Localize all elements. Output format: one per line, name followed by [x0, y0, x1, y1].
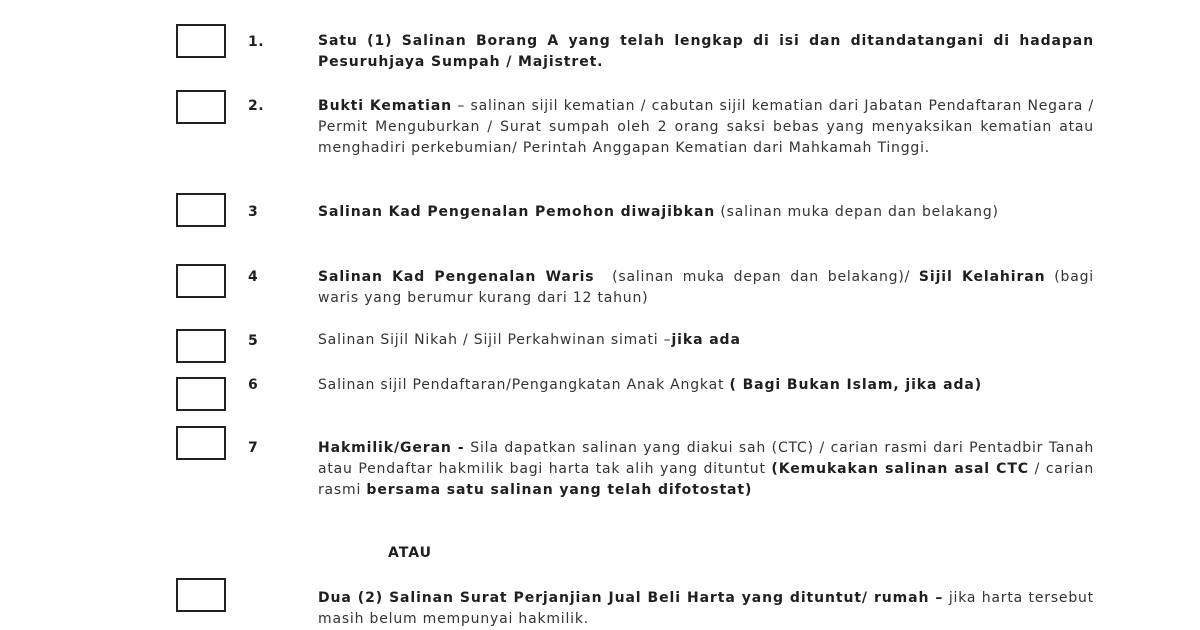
checklist-item-7 — [318, 438, 1094, 501]
item-text: – salinan sijil kematian / cabutan sijil kematian dari Jabatan Pendaftaran Negara / Permit Menguburkan / Surat sumpah oleh 2 orang saksi bebas yang menyaksikan kematian atau menghadiri perkebumian/ Perintah Anggapan Kematian dari Mahkamah Tinggi. — [318, 98, 1095, 156]
item-text-bold: Sijil Kelahiran — [918, 269, 1046, 285]
item-text-bold: ( Bagi Bukan Islam, jika ada) — [729, 377, 983, 393]
item-text-bold: Satu (1) Salinan Borang A yang telah lengkap di isi dan ditandatangani di hadapan Pesuruhjaya Sumpah / Majistret. — [318, 33, 1094, 70]
item-text-bold: (Kemukakan salinan asal CTC — [771, 461, 1029, 477]
item-number: 7 — [248, 440, 259, 456]
item-text-bold: jika ada — [671, 332, 741, 348]
item-text-bold: Hakmilik/Geran - — [318, 440, 465, 456]
checkbox-item-5[interactable] — [176, 329, 226, 363]
checkbox-item-1[interactable] — [176, 24, 226, 58]
item-text: (salinan muka depan dan belakang) — [715, 204, 999, 220]
item-text: (bagi waris yang berumur kurang dari 12 tahun) — [318, 269, 1094, 306]
item-text: Sila dapatkan salinan yang diakui sah (CTC) / carian rasmi dari Pentadbir Tanah atau Pendaftar hakmilik bagi harta tak alih yang dituntut — [318, 440, 1094, 477]
checklist-item-3 — [318, 202, 1094, 223]
item-number: 6 — [248, 377, 259, 393]
item-text-bold: Salinan Kad Pengenalan Pemohon diwajibkan — [318, 204, 716, 220]
item-text: / carian rasmi — [318, 461, 1094, 498]
item-number: 5 — [248, 333, 259, 349]
checklist-item-1 — [318, 31, 1094, 73]
checklist-item-4 — [318, 267, 1094, 309]
checklist-item-alt — [318, 588, 1094, 630]
separator-atau: ATAU — [388, 545, 432, 561]
item-text-bold: bersama satu salinan yang telah difotostat) — [366, 482, 753, 498]
checkbox-item-2[interactable] — [176, 90, 226, 124]
item-text: Salinan sijil Pendaftaran/Pengangkatan Anak Angkat — [318, 377, 730, 393]
checkbox-item-4[interactable] — [176, 264, 226, 298]
item-number: 3 — [248, 204, 259, 220]
checklist-item-2 — [318, 96, 1094, 159]
item-text-bold: Dua (2) Salinan Surat Perjanjian Jual Beli Harta yang dituntut/ rumah – — [318, 590, 944, 606]
item-text: (salinan muka depan dan belakang)/ — [594, 269, 919, 285]
item-text-bold: Bukti Kematian — [318, 98, 453, 114]
item-text-bold: Salinan Kad Pengenalan Waris — [318, 269, 595, 285]
item-number: 1. — [248, 34, 265, 50]
checklist-item-6 — [318, 375, 1094, 396]
item-text: Salinan Sijil Nikah / Sijil Perkahwinan simati – — [318, 332, 672, 348]
checkbox-item-3[interactable] — [176, 193, 226, 227]
item-text: jika harta tersebut masih belum mempunyai hakmilik. — [318, 590, 1094, 627]
item-number: 4 — [248, 269, 259, 285]
checkbox-item-7[interactable] — [176, 426, 226, 460]
checkbox-item-alt[interactable] — [176, 578, 226, 612]
item-number: 2. — [248, 98, 265, 114]
checkbox-item-6[interactable] — [176, 377, 226, 411]
checklist-item-5 — [318, 330, 1094, 351]
